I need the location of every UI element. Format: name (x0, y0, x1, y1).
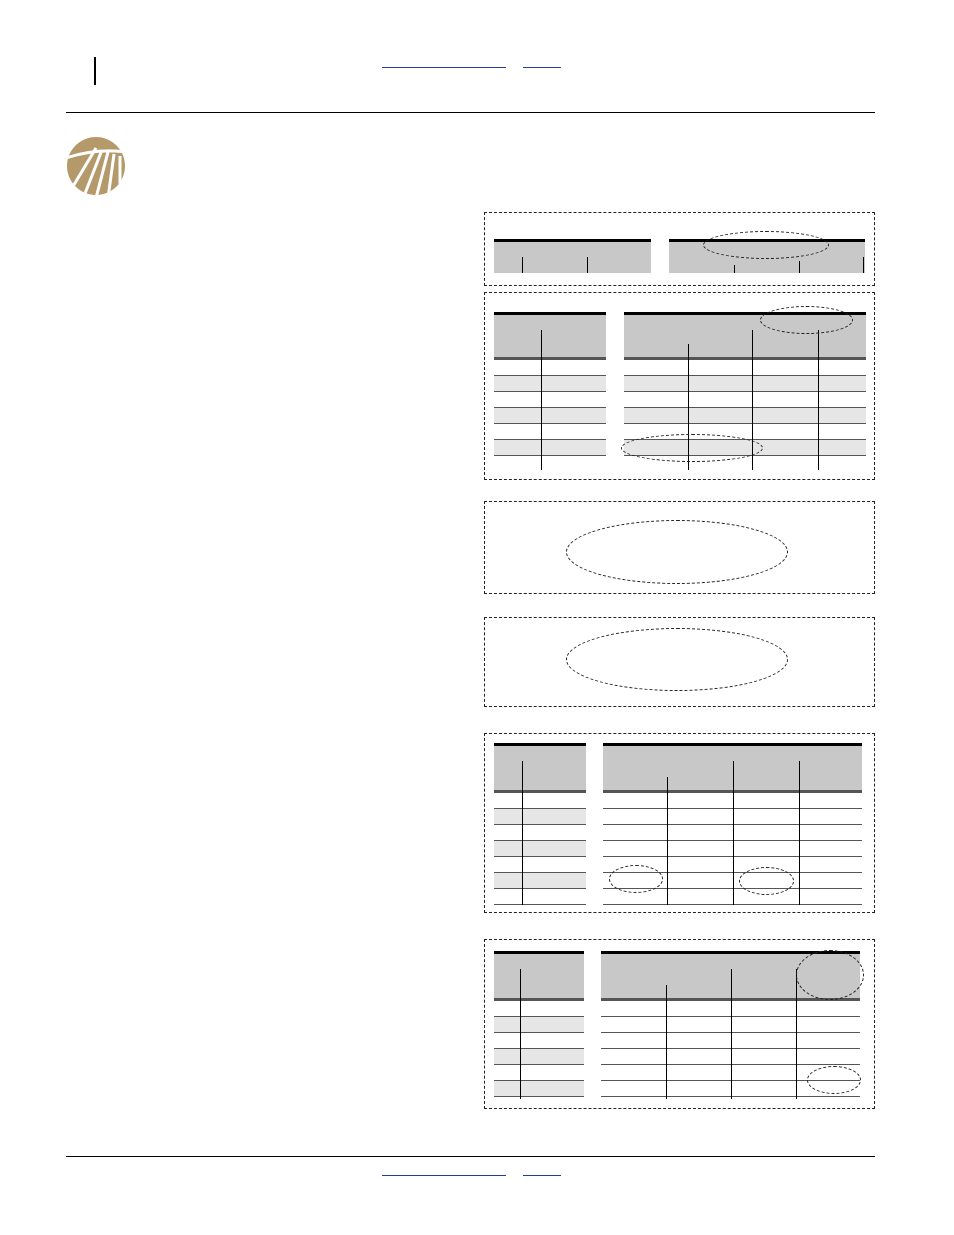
panel-2-highlight-top (760, 306, 853, 334)
brand-logo (66, 136, 126, 196)
panel-6-table-left (494, 951, 584, 1099)
panel-1-table-left (494, 239, 651, 273)
footer-link-1[interactable] (382, 1175, 506, 1176)
header-link-1[interactable] (382, 67, 506, 68)
panel-4-highlight (566, 628, 788, 691)
panel-5-table-left (494, 743, 586, 905)
footer-rule (66, 1156, 875, 1157)
panel-2-table-left (494, 312, 606, 470)
panel-1-highlight (703, 231, 829, 259)
header-link-2[interactable] (523, 67, 561, 68)
panel-5-highlight-left (609, 865, 663, 893)
panel-5-highlight-right (739, 867, 794, 895)
panel-2-highlight-row (621, 434, 763, 462)
panel-6-highlight-row (807, 1066, 861, 1094)
panel-6-highlight-top (796, 950, 864, 1000)
header-margin-bar (94, 57, 96, 85)
footer-link-2[interactable] (523, 1175, 561, 1176)
brand-logo-icon (66, 136, 126, 196)
header-rule (66, 112, 875, 113)
panel-3-highlight (566, 520, 788, 584)
